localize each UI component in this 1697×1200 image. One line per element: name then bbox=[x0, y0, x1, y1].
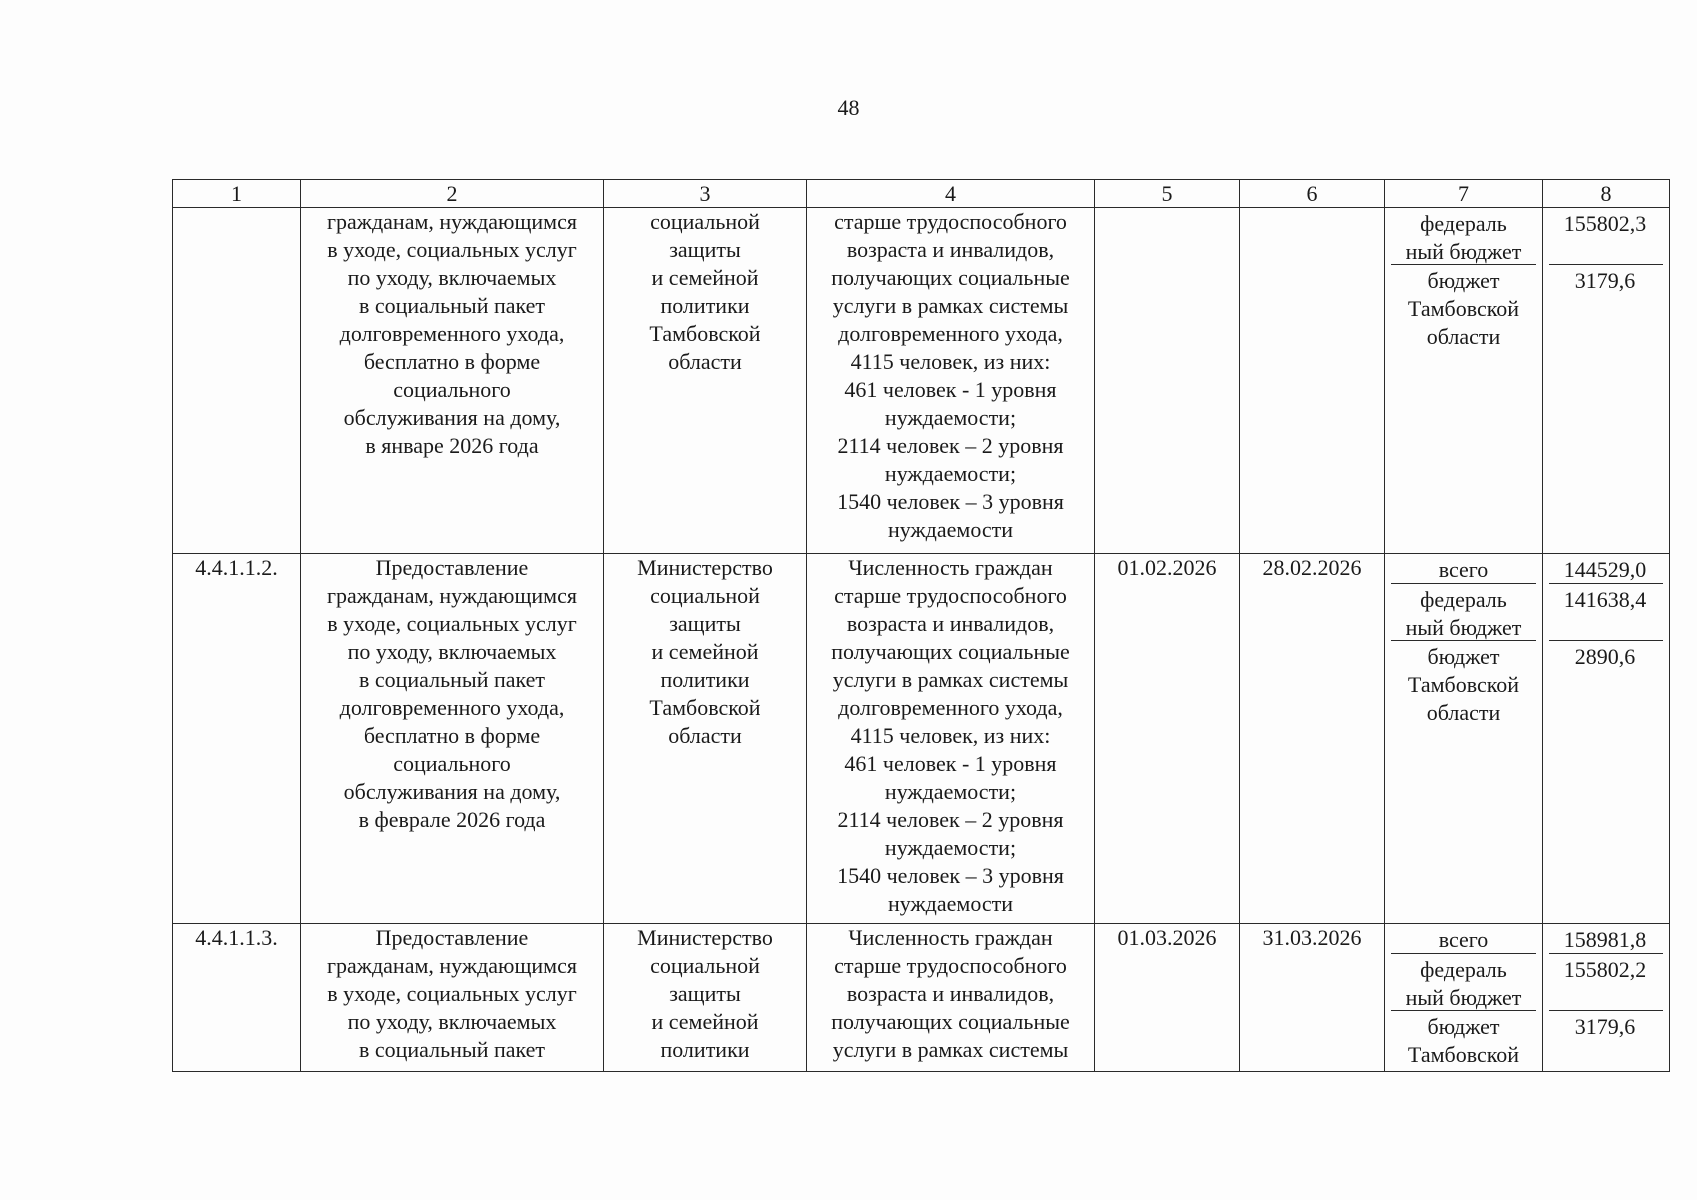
funding-source: федераль ный бюджет bbox=[1391, 208, 1536, 265]
funding-source: всего bbox=[1391, 924, 1536, 954]
funding-amounts bbox=[1543, 924, 1670, 1072]
column-header: 7 bbox=[1385, 180, 1543, 208]
funding-amount: 141638,4 bbox=[1549, 584, 1663, 641]
column-header: 5 bbox=[1095, 180, 1240, 208]
page-number: 48 bbox=[837, 95, 860, 120]
item-start-date bbox=[1095, 208, 1240, 554]
funding-amount: 155802,3 bbox=[1549, 208, 1663, 265]
funding-source: федераль ный бюджет bbox=[1391, 954, 1536, 1011]
item-end-date bbox=[1240, 208, 1385, 554]
item-end-date: 31.03.2026 bbox=[1240, 924, 1385, 1072]
funding-sources bbox=[1385, 924, 1543, 1072]
item-indicator: Численность граждан старше трудоспособного возраста и инвалидов, получающих социальные услуги в рамках системы долговременного ухода, 4115 человек, из них: 461 человек - 1 уровня нуждаемости; 2114 человек – 2 уровня нуждаемости; 1540 человек – 3 уровня нуждаемости bbox=[807, 554, 1095, 924]
column-header: 4 bbox=[807, 180, 1095, 208]
column-header: 3 bbox=[604, 180, 807, 208]
funding-source: федераль ный бюджет bbox=[1391, 584, 1536, 641]
plan-table bbox=[172, 179, 1670, 1072]
item-number bbox=[173, 208, 301, 554]
funding-source: всего bbox=[1391, 554, 1536, 584]
funding-amount: 158981,8 bbox=[1549, 924, 1663, 954]
funding-amount: 3179,6 bbox=[1574, 1014, 1636, 1039]
column-header: 2 bbox=[301, 180, 604, 208]
item-start-date: 01.03.2026 bbox=[1095, 924, 1240, 1072]
column-number-row bbox=[173, 180, 1670, 208]
item-description: Предоставление гражданам, нуждающимся в уходе, социальных услуг по уходу, включаемых в социальный пакет bbox=[301, 924, 604, 1072]
funding-amount: 2890,6 bbox=[1574, 644, 1636, 669]
item-indicator: Численность граждан старше трудоспособного возраста и инвалидов, получающих социальные услуги в рамках системы bbox=[807, 924, 1095, 1072]
funding-amounts bbox=[1543, 208, 1670, 554]
item-description: Предоставление гражданам, нуждающимся в уходе, социальных услуг по уходу, включаемых в социальный пакет долговременного ухода, бесплатно в форме социального обслуживания на дому, в феврале 2026 года bbox=[301, 554, 604, 924]
item-executor: социальной защиты и семейной политики Тамбовской области bbox=[604, 208, 807, 554]
item-number: 4.4.1.1.3. bbox=[173, 924, 301, 1072]
item-indicator: старше трудоспособного возраста и инвалидов, получающих социальные услуги в рамках системы долговременного ухода, 4115 человек, из них: 461 человек - 1 уровня нуждаемости; 2114 человек – 2 уровня нуждаемости; 1540 человек – 3 уровня нуждаемости bbox=[807, 208, 1095, 554]
table-row bbox=[173, 208, 1670, 554]
item-description: гражданам, нуждающимся в уходе, социальных услуг по уходу, включаемых в социальный пакет долговременного ухода, бесплатно в форме социального обслуживания на дому, в январе 2026 года bbox=[301, 208, 604, 554]
funding-source: бюджет Тамбовской области bbox=[1407, 644, 1520, 725]
funding-source: бюджет Тамбовской области bbox=[1407, 268, 1520, 349]
item-executor: Министерство социальной защиты и семейной политики bbox=[604, 924, 807, 1072]
item-number: 4.4.1.1.2. bbox=[173, 554, 301, 924]
funding-amount: 155802,2 bbox=[1549, 954, 1663, 1011]
item-start-date: 01.02.2026 bbox=[1095, 554, 1240, 924]
column-header: 6 bbox=[1240, 180, 1385, 208]
funding-amount: 144529,0 bbox=[1549, 554, 1663, 584]
funding-sources bbox=[1385, 208, 1543, 554]
column-header: 1 bbox=[173, 180, 301, 208]
column-header: 8 bbox=[1543, 180, 1670, 208]
funding-amounts bbox=[1543, 554, 1670, 924]
funding-source: бюджет Тамбовской bbox=[1407, 1014, 1520, 1067]
item-end-date: 28.02.2026 bbox=[1240, 554, 1385, 924]
funding-sources bbox=[1385, 554, 1543, 924]
funding-amount: 3179,6 bbox=[1574, 268, 1636, 293]
item-executor: Министерство социальной защиты и семейной политики Тамбовской области bbox=[604, 554, 807, 924]
table-row bbox=[173, 554, 1670, 924]
table-row bbox=[173, 924, 1670, 1072]
